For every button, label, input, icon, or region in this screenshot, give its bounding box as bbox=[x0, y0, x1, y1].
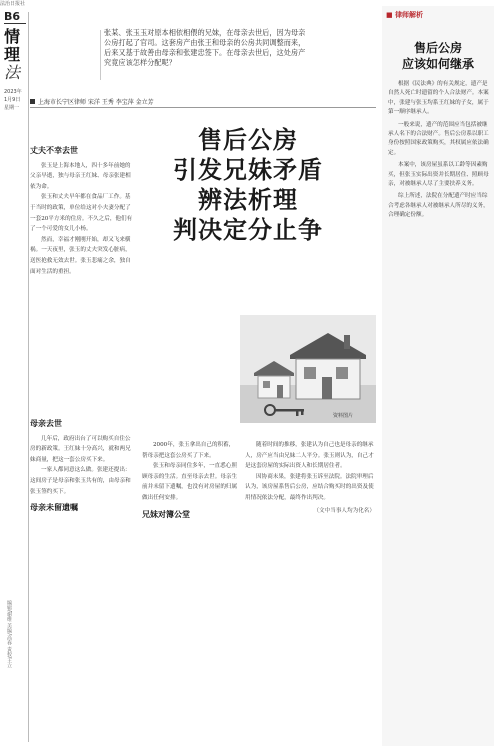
analysis-title bbox=[382, 40, 494, 72]
house-illustration bbox=[240, 315, 376, 423]
byline bbox=[30, 97, 154, 106]
analysis-body bbox=[388, 80, 490, 221]
paragraph: 然而，幸福才刚刚开始，却又飞来横祸。一天夜里，张玉的丈夫突发心脏病，送医抢救无效去世。张玉悲痛之余，独自面对生活的重担。 bbox=[30, 236, 131, 275]
article-column-1-lower bbox=[30, 413, 134, 518]
intro-bar bbox=[100, 30, 101, 80]
paragraph: 2000年，张玉拿出自己的积蓄，帮母亲把这套公房买了下来。 bbox=[142, 442, 235, 459]
article-column-1 bbox=[30, 140, 134, 277]
issue-weekday: 星期一 bbox=[4, 105, 20, 111]
subheading-2: 母亲去世 bbox=[30, 418, 62, 428]
left-rule bbox=[28, 12, 29, 742]
article-column-3 bbox=[245, 440, 375, 516]
article-intro: 张某、张玉玉对原本相依相偎的兄妹，在母亲去世后，因为母亲公房打起了官司。这套房产由张王和母亲的公房共同调整而来，后来又基于故善由母亲和张建忠签下。在母亲去世后，这处房产究竟应该怎样分配呢？ bbox=[104, 28, 306, 67]
subheading-4: 兄妹对簿公堂 bbox=[142, 508, 190, 519]
analysis-sidebar bbox=[382, 6, 494, 746]
byline-text: 上海市长宁区律师 宋洋 王秀 李宝萍 金立芳 bbox=[38, 99, 154, 106]
paragraph: 几年后，政府出台了可以购买自住公房的新政策。王红妹十分高兴，就和两兄妹商量，把这一套公房买下来。 bbox=[30, 435, 131, 463]
analysis-paragraph: 本案中，该房屋虽系以工龄等因素购买，但张玉实际出资并长期居住、照顾母亲，对被继承人尽了主要扶养义务。 bbox=[388, 162, 489, 188]
side-meta: 编辑/谢维 美编/高春 责校/王立 bbox=[6, 600, 12, 669]
headline-line-3: 辨法析理 bbox=[198, 185, 298, 214]
paragraph: 张玉和母亲同住多年，一直悉心照顾母亲的生活。直至母亲去世。母亲生前并未留下遗嘱，也没有对房屋的归属做出任何安排。 bbox=[142, 463, 238, 501]
analysis-paragraph: 一般来说，遗产的范围应当包括被继承人名下的合法财产。售后公房系以职工身份按照国家政策购买，其权属应依法确定。 bbox=[388, 121, 489, 156]
subheading-3: 母亲未留遗嘱 bbox=[30, 502, 78, 513]
analysis-title-line-1: 售后公房 bbox=[413, 41, 462, 55]
section-title: 情理 bbox=[4, 27, 21, 64]
closing-note: （文中当事人均为化名） bbox=[313, 507, 375, 514]
issue-year: 2023年 bbox=[4, 89, 22, 95]
paragraph: 张玉是上海本地人，四十多年前她的父亲早逝，独与母亲王红妹、母亲张建相依为命。 bbox=[30, 162, 131, 190]
byline-rule bbox=[30, 107, 376, 108]
page-number: B6 bbox=[4, 10, 26, 24]
article-column-2 bbox=[142, 440, 238, 524]
subheading-1: 丈夫不幸去世 bbox=[30, 145, 78, 155]
paragraph: 因协商未果，张建将张玉诉至法院。法院审理后认为，该房屋系售后公房，应结合购买时的出资及使用情况依法分配，最终作出判决。 bbox=[245, 473, 374, 501]
paragraph: 一家人都同意这么做。张建还提出：这间房子是母亲和张玉共有的，由母亲和张玉签约买下。 bbox=[30, 467, 131, 495]
paragraph: 张玉和丈夫早年都在食品厂工作。基于当时的政策，单位给这对小夫妻分配了一套20平方米的住房。不久之后，他们有了一个可爱的女儿小杨。 bbox=[30, 194, 133, 233]
headline bbox=[160, 125, 336, 245]
analysis-paragraph: 根据《民法典》的有关规定，遗产是自然人死亡时遗留的个人合法财产。本案中，张建与张玉均系王红妹的子女，属于第一顺序继承人。 bbox=[388, 81, 489, 116]
square-bullet-icon: ■ bbox=[386, 11, 396, 19]
analysis-label-text: 律师解析 bbox=[395, 11, 424, 19]
issue-month-day: 1月9日 bbox=[4, 97, 21, 103]
paragraph: 随着时间的推移，张建认为自己也是母亲的继承人，房产应当由兄妹二人平分。张玉则认为，自己才是这套房屋的实际出资人和长期居住者。 bbox=[245, 442, 374, 470]
byline-square-icon bbox=[30, 99, 35, 104]
analysis-paragraph: 综上所述，法院在分配遗产时应当综合考虑各继承人对被继承人所尽的义务，合理确定份额。 bbox=[388, 193, 489, 219]
headline-line-4: 判决定分止争 bbox=[173, 215, 323, 244]
analysis-label bbox=[386, 10, 494, 20]
headline-line-1: 售后公房 bbox=[198, 125, 298, 154]
analysis-title-line-2: 应该如何继承 bbox=[401, 57, 474, 71]
issue-date bbox=[4, 88, 26, 112]
headline-line-2: 引发兄妹矛盾 bbox=[173, 155, 323, 184]
section-subtitle: 法 bbox=[4, 63, 21, 82]
newspaper-top-label: 法治日报社 bbox=[0, 1, 26, 7]
image-credit: 资料图片 bbox=[333, 413, 354, 419]
